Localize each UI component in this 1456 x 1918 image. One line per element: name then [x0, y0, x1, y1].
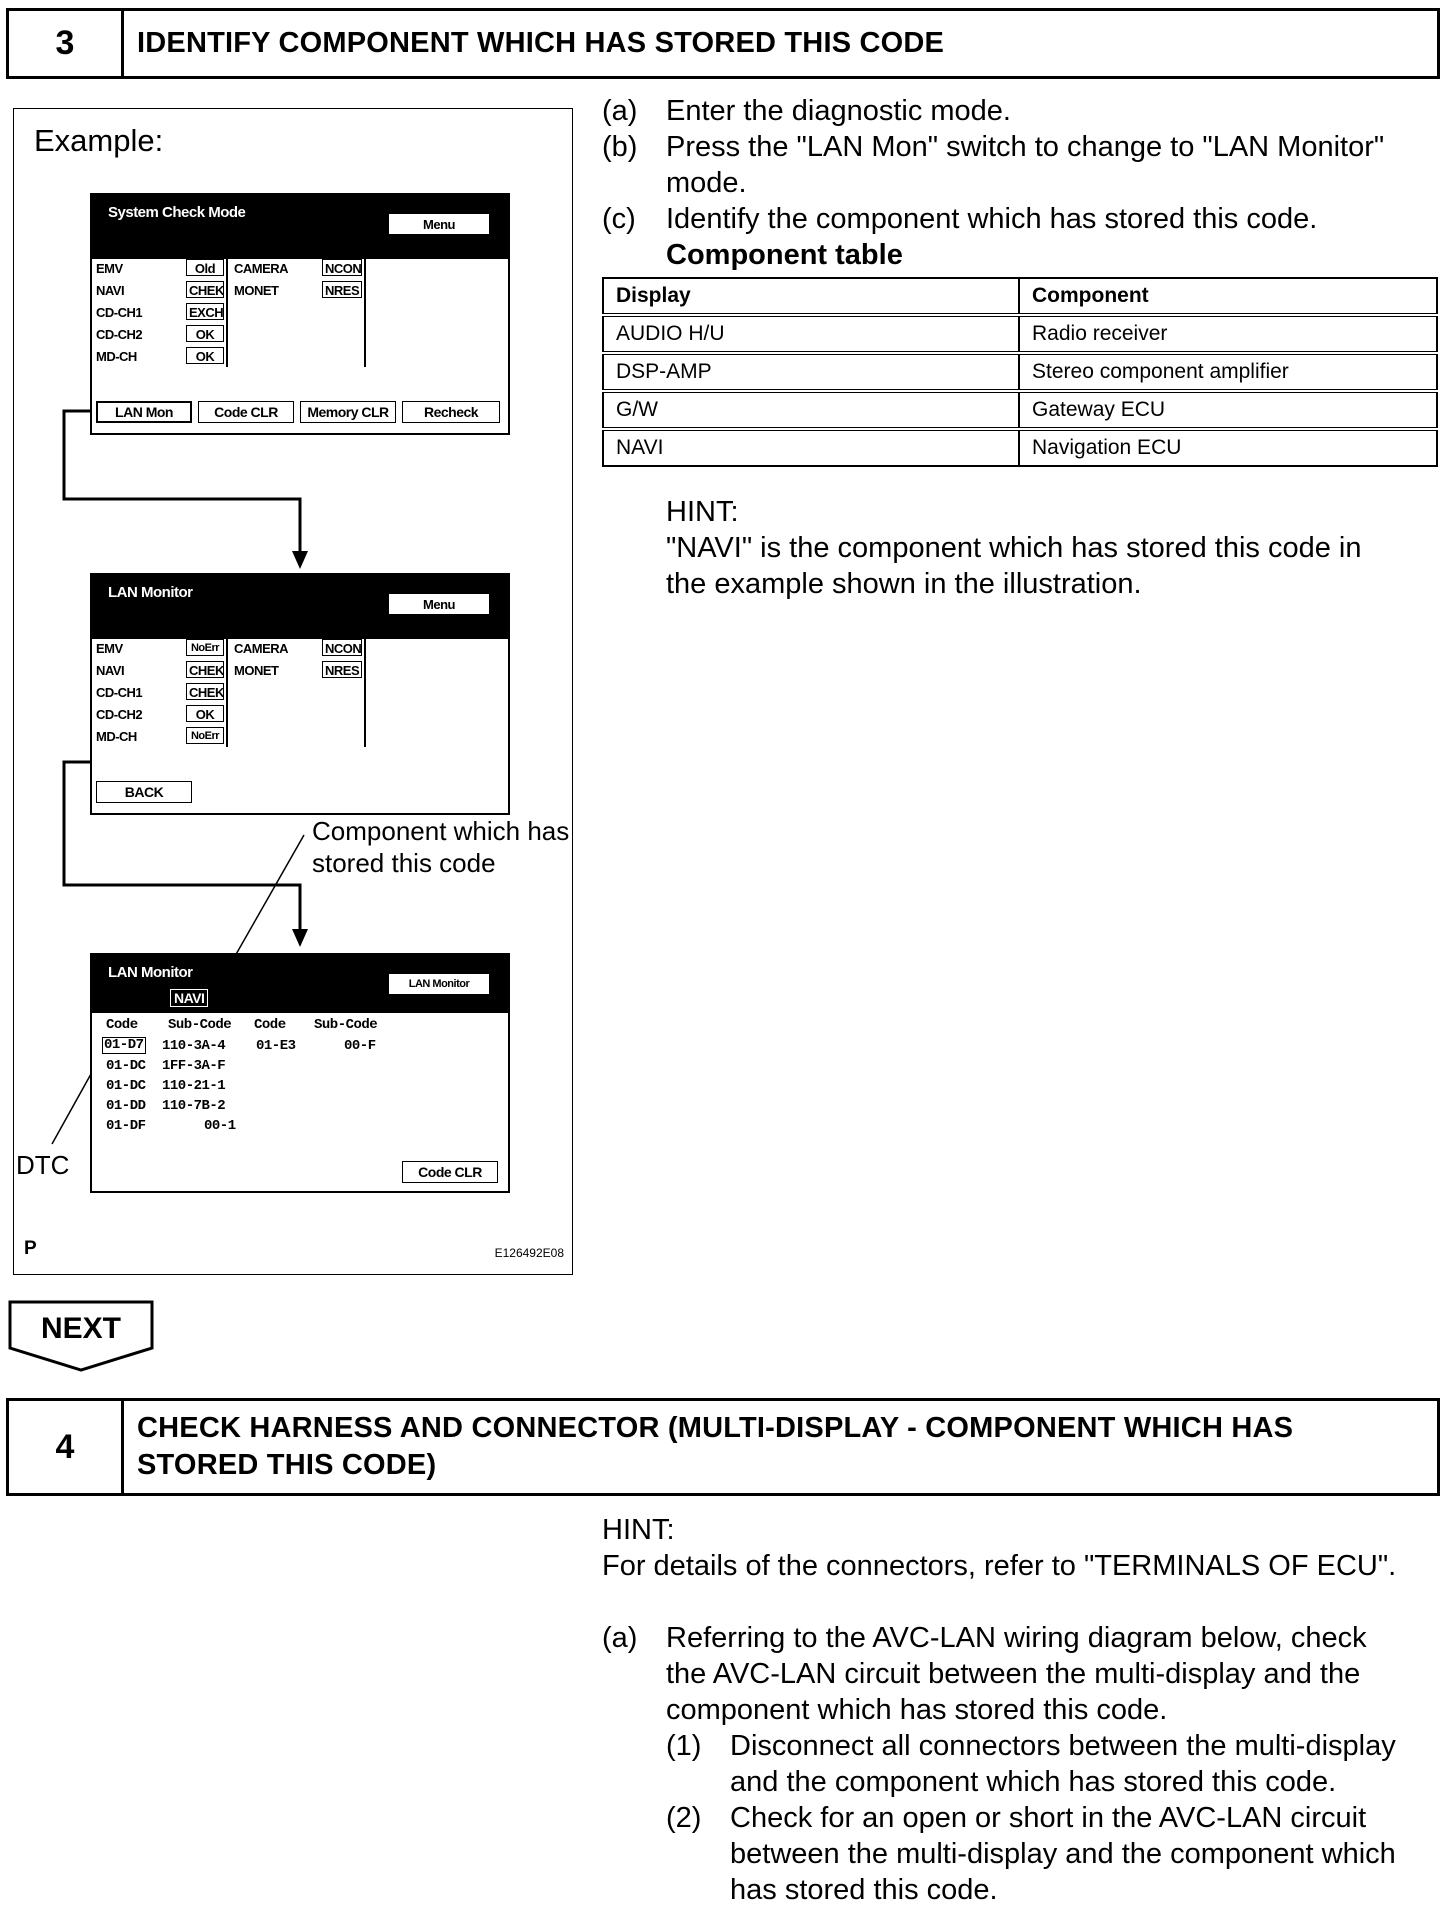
system-check-screen: [90, 193, 510, 435]
hint-label: HINT:: [666, 496, 739, 528]
column-header: Code: [106, 1017, 138, 1033]
corner-letter: P: [24, 1238, 37, 1259]
code-clr-button[interactable]: Code CLR: [402, 1161, 498, 1183]
instruction-text: Disconnect all connectors between the multi-display: [730, 1730, 1396, 1762]
dtc-code: 01-DC: [106, 1058, 146, 1074]
status-badge[interactable]: NRES: [322, 281, 362, 298]
hint-label: HINT:: [602, 1514, 675, 1546]
hint-text: the example shown in the illustration.: [666, 568, 1142, 600]
dtc-callout-label: DTC: [16, 1150, 70, 1180]
instruction-text: Enter the diagnostic mode.: [666, 95, 1011, 127]
instruction-text: the AVC-LAN circuit between the multi-display and the: [666, 1658, 1361, 1690]
instruction-text: and the component which has stored this code.: [730, 1766, 1337, 1798]
next-label: NEXT: [40, 1312, 121, 1345]
instruction-text: mode.: [666, 167, 747, 199]
lan-mon-button[interactable]: LAN Mon: [96, 401, 192, 423]
screen-title: System Check Mode: [108, 204, 246, 221]
list-label: (c): [602, 203, 636, 235]
status-badge[interactable]: OK: [186, 705, 224, 722]
column-header: Sub-Code: [168, 1017, 232, 1033]
component-table: [602, 277, 1438, 467]
list-label: (2): [666, 1802, 702, 1834]
step-4-header: [6, 1398, 1440, 1496]
status-badge[interactable]: CHEK: [186, 661, 224, 678]
menu-button[interactable]: Menu: [388, 213, 490, 235]
sub-code: 110-7B-2: [162, 1098, 226, 1114]
step-number: 4: [9, 1401, 124, 1493]
sub-code: 110-3A-4: [162, 1038, 226, 1054]
list-label: (a): [602, 95, 638, 127]
item-label: NAVI: [96, 283, 125, 298]
sub-code: 00-F: [344, 1038, 376, 1054]
hint-text: For details of the connectors, refer to "TERMINALS OF ECU".: [602, 1550, 1397, 1582]
item-label: CAMERA: [234, 641, 289, 656]
table-header: Display: [603, 278, 1019, 315]
dtc-code: 01-E3: [256, 1038, 296, 1054]
list-label: (1): [666, 1730, 702, 1762]
lan-monitor-navi-screen: [90, 953, 510, 1193]
instruction-text: Identify the component which has stored this code.: [666, 203, 1318, 235]
table-cell: NAVI: [603, 429, 1019, 466]
list-label: (a): [602, 1622, 638, 1654]
step-title: IDENTIFY COMPONENT WHICH HAS STORED THIS CODE: [137, 27, 945, 59]
table-row: [603, 429, 1437, 466]
item-label: MD-CH: [96, 349, 137, 364]
step-3-header: [6, 8, 1440, 79]
column-divider: [364, 259, 366, 367]
recheck-button[interactable]: Recheck: [402, 401, 500, 423]
next-button[interactable]: [8, 1300, 154, 1372]
table-title: Component table: [666, 239, 903, 271]
status-badge[interactable]: EXCH: [186, 303, 224, 320]
dtc-code[interactable]: 01-D7: [104, 1037, 144, 1053]
component-callout-label: Component which has stored this code: [312, 816, 570, 878]
column-divider: [226, 639, 228, 747]
code-clr-button[interactable]: Code CLR: [198, 401, 294, 423]
memory-clr-button[interactable]: Memory CLR: [300, 401, 396, 423]
status-badge[interactable]: NoErr: [186, 727, 224, 744]
status-badge[interactable]: CHEK: [186, 683, 224, 700]
item-label: CAMERA: [234, 261, 289, 276]
status-badge[interactable]: OK: [186, 325, 224, 342]
instruction-text: Check for an open or short in the AVC-LAN circuit: [730, 1802, 1367, 1834]
dtc-code: 01-DC: [106, 1078, 146, 1094]
item-label: MONET: [234, 663, 279, 678]
lan-monitor-button[interactable]: LAN Monitor: [388, 973, 490, 995]
instruction-text: Press the "LAN Mon" switch to change to "LAN Monitor": [666, 131, 1385, 163]
step-number: 3: [9, 11, 124, 76]
table-cell: Radio receiver: [1019, 315, 1437, 353]
item-label: CD-CH2: [96, 707, 143, 722]
example-figure: [13, 108, 573, 1275]
column-divider: [364, 639, 366, 747]
item-label: MD-CH: [96, 729, 137, 744]
dtc-code: 01-DD: [106, 1098, 146, 1114]
sub-code: 1FF-3A-F: [162, 1058, 226, 1074]
table-row: [603, 391, 1437, 429]
table-cell: Gateway ECU: [1019, 391, 1437, 429]
status-badge[interactable]: Old: [186, 259, 224, 276]
navi-subtitle: NAVI: [170, 989, 208, 1007]
step-title-line: STORED THIS CODE): [137, 1449, 437, 1481]
screen-header: [92, 195, 508, 259]
table-cell: Navigation ECU: [1019, 429, 1437, 466]
sub-code: 110-21-1: [162, 1078, 226, 1094]
instruction-text: Referring to the AVC-LAN wiring diagram below, check: [666, 1622, 1367, 1654]
table-row: [603, 315, 1437, 353]
status-badge[interactable]: NRES: [322, 661, 362, 678]
instruction-text: component which has stored this code.: [666, 1694, 1168, 1726]
instruction-text: between the multi-display and the component which: [730, 1838, 1396, 1870]
screen-header: [92, 575, 508, 639]
list-label: (b): [602, 131, 638, 163]
status-badge[interactable]: CHEK: [186, 281, 224, 298]
table-cell: G/W: [603, 391, 1019, 429]
item-label: CD-CH1: [96, 685, 143, 700]
table-header: Component: [1019, 278, 1437, 315]
step-title: [137, 1401, 1423, 1493]
table-header-row: [603, 278, 1437, 315]
column-header: Code: [254, 1017, 286, 1033]
status-badge[interactable]: NoErr: [186, 639, 224, 656]
back-button[interactable]: BACK: [96, 781, 192, 803]
table-cell: Stereo component amplifier: [1019, 353, 1437, 391]
sub-code: 00-1: [204, 1118, 236, 1134]
hint-text: "NAVI" is the component which has stored this code in: [666, 532, 1362, 564]
item-label: CD-CH2: [96, 327, 143, 342]
figure-code: E126492E08: [494, 1246, 564, 1260]
status-badge[interactable]: NCON: [322, 639, 362, 656]
lan-monitor-screen: [90, 573, 510, 815]
figure-example-label: Example:: [34, 123, 164, 158]
item-label: MONET: [234, 283, 279, 298]
menu-button[interactable]: Menu: [388, 593, 490, 615]
table-cell: AUDIO H/U: [603, 315, 1019, 353]
item-label: CD-CH1: [96, 305, 143, 320]
table-row: [603, 353, 1437, 391]
screen-header: [92, 955, 508, 1013]
item-label: EMV: [96, 261, 123, 276]
dtc-code: 01-DF: [106, 1118, 146, 1134]
screen-title: LAN Monitor: [108, 584, 193, 601]
item-label: NAVI: [96, 663, 125, 678]
column-divider: [226, 259, 228, 367]
item-label: EMV: [96, 641, 123, 656]
status-badge[interactable]: NCON: [322, 259, 362, 276]
status-badge[interactable]: OK: [186, 347, 224, 364]
table-cell: DSP-AMP: [603, 353, 1019, 391]
instruction-text: has stored this code.: [730, 1874, 998, 1906]
screen-title: LAN Monitor: [108, 964, 193, 981]
step-title-line: CHECK HARNESS AND CONNECTOR (MULTI-DISPLAY - COMPONENT WHICH HAS: [137, 1412, 1294, 1444]
column-header: Sub-Code: [314, 1017, 378, 1033]
